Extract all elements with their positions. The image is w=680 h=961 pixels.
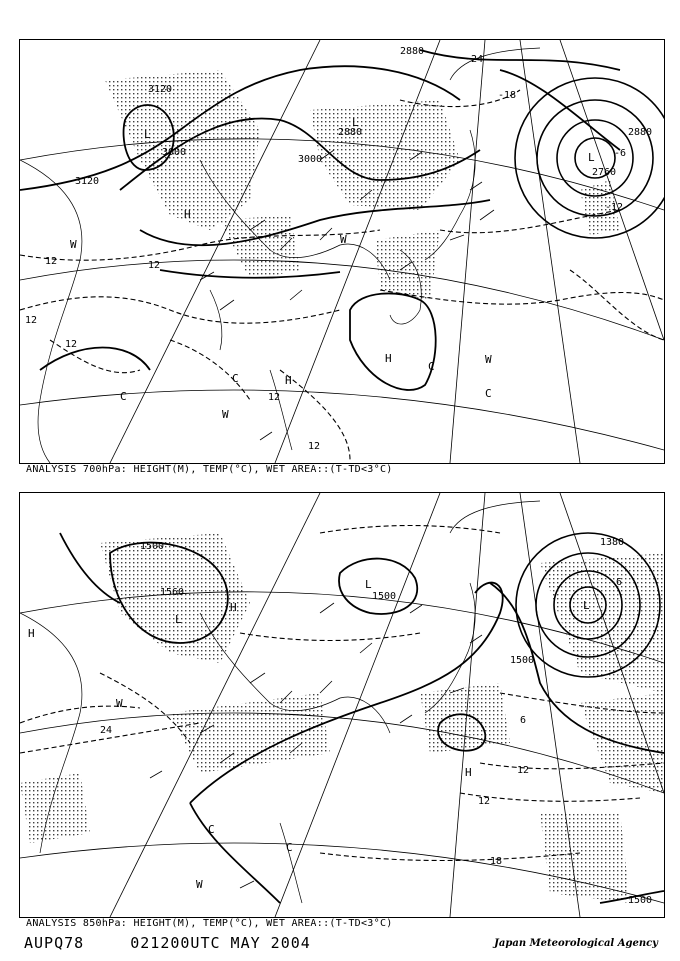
- height-label: 2760: [592, 167, 617, 178]
- temp-label: -6: [614, 148, 627, 159]
- low-marker: L: [583, 599, 590, 612]
- warm-marker: W: [196, 878, 203, 891]
- high-marker: H: [28, 627, 35, 640]
- height-label: 1560: [160, 587, 185, 598]
- height-label: 3000: [298, 154, 323, 165]
- height-label: 1380: [600, 537, 625, 548]
- warm-marker: W: [222, 408, 229, 421]
- height-label: 3000: [162, 147, 187, 158]
- temp-label: 12: [65, 339, 78, 350]
- temp-label: 12: [308, 441, 321, 452]
- caption-700hpa: ANALYSIS 700hPa: HEIGHT(M), TEMP(°C), WET AREA::(T-TD<3°C): [26, 464, 393, 475]
- product-header: [24, 934, 311, 952]
- low-marker: L: [365, 578, 372, 591]
- temp-label: 12: [148, 260, 161, 271]
- warm-marker: W: [340, 233, 347, 246]
- low-marker: L: [175, 613, 182, 626]
- cold-marker: C: [232, 372, 239, 385]
- cold-marker: C: [485, 387, 492, 400]
- temp-label: 18: [490, 856, 503, 867]
- temp-label: -18: [498, 90, 517, 101]
- cold-marker: C: [120, 390, 127, 403]
- height-label: 2880: [400, 46, 425, 57]
- temp-label: -24: [465, 54, 484, 65]
- warm-marker: W: [485, 353, 492, 366]
- low-marker: L: [352, 116, 359, 129]
- height-label: 1500: [510, 655, 535, 666]
- valid-time: 021200UTC MAY 2004: [130, 934, 311, 952]
- cold-marker: C: [208, 823, 215, 836]
- temp-label: -12: [605, 202, 624, 213]
- cold-marker: C: [428, 360, 435, 373]
- temp-label: 6: [520, 715, 527, 726]
- high-marker: H: [184, 208, 191, 221]
- agency-name: Japan Meteorological Agency: [494, 938, 658, 949]
- temp-label: 12: [478, 796, 491, 807]
- high-marker: H: [465, 766, 472, 779]
- height-label: 2880: [338, 127, 363, 138]
- temp-label: 12: [268, 392, 281, 403]
- high-marker: H: [285, 374, 292, 387]
- cold-marker: C: [286, 841, 293, 854]
- low-marker: L: [144, 128, 151, 141]
- temp-label: -6: [610, 577, 623, 588]
- chart-850hpa: [19, 492, 665, 918]
- height-label: 2880: [628, 127, 653, 138]
- warm-marker: W: [116, 697, 123, 710]
- height-label: 3120: [75, 176, 100, 187]
- product-code: AUPQ78: [24, 934, 85, 952]
- high-marker: H: [230, 601, 237, 614]
- height-label: 1500: [372, 591, 397, 602]
- temp-label: 24: [100, 725, 113, 736]
- warm-marker: W: [70, 238, 77, 251]
- height-label: 1500: [628, 895, 653, 906]
- temp-label: 12: [25, 315, 38, 326]
- height-contours: [20, 50, 620, 390]
- caption-850hpa: ANALYSIS 850hPa: HEIGHT(M), TEMP(°C), WET AREA::(T-TD<3°C): [26, 918, 393, 929]
- temp-label: 12: [517, 765, 530, 776]
- temp-label: 12: [45, 256, 58, 267]
- wet-area-shading: [105, 70, 620, 300]
- chart-700hpa: [19, 39, 665, 464]
- height-label: 1500: [140, 541, 165, 552]
- chart-850hpa-map: [20, 493, 664, 917]
- low-marker: L: [588, 151, 595, 164]
- high-marker: H: [385, 352, 392, 365]
- height-label: 3120: [148, 84, 173, 95]
- chart-700hpa-map: [20, 40, 664, 463]
